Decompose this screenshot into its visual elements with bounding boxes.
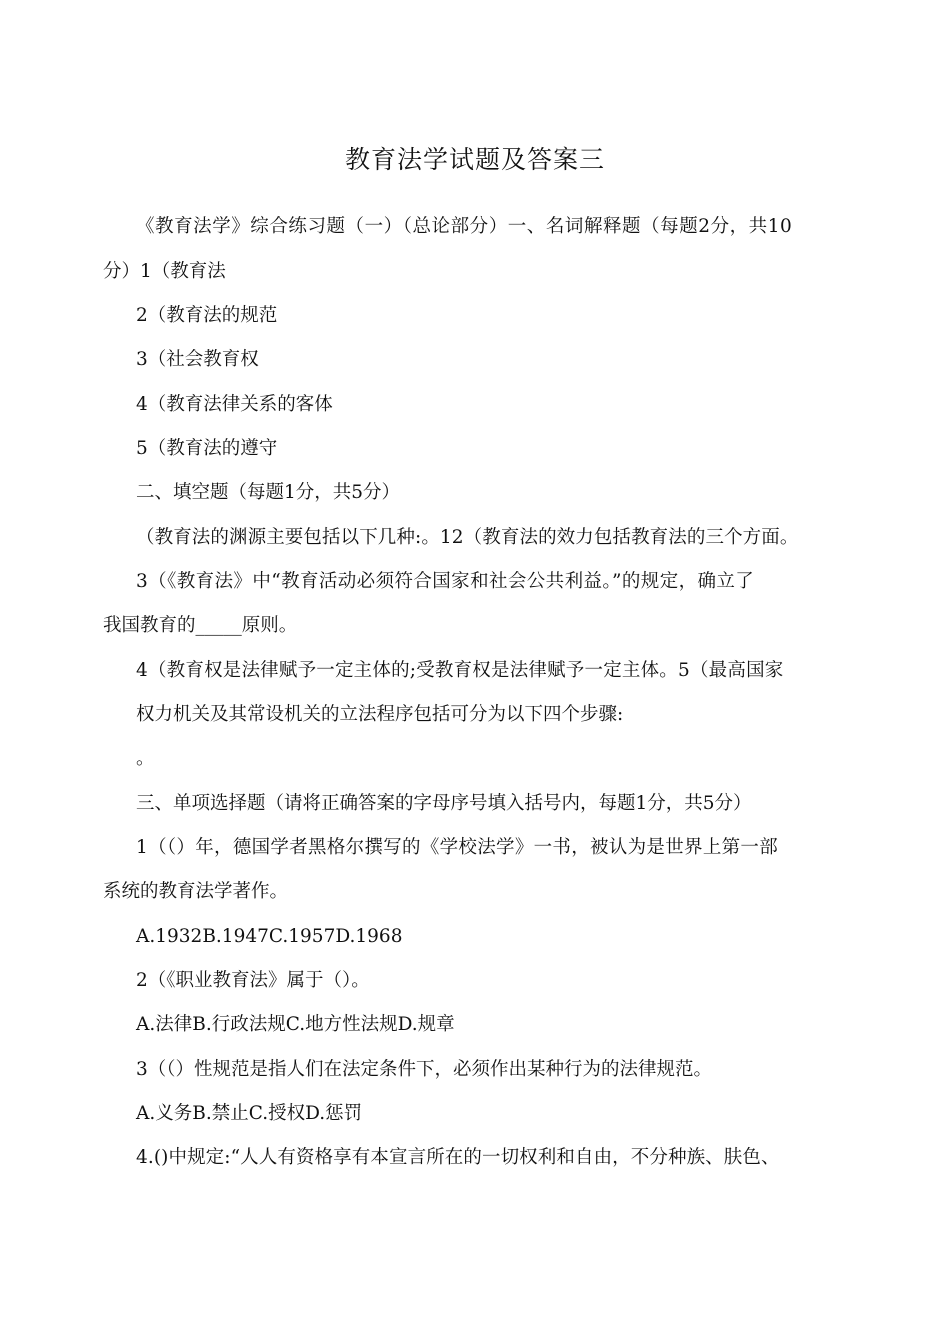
paragraph-line: 分）1（教育法 <box>103 261 226 282</box>
paragraph-line: 2（《职业教育法》属于（）。 <box>136 970 370 991</box>
paragraph-line: 二、填空题（每题1分，共5分） <box>136 482 401 503</box>
paragraph-line: 4（教育法律关系的客体 <box>136 394 333 415</box>
paragraph-line: 我国教育的_____原则。 <box>103 615 298 636</box>
paragraph-line: A.1932B.1947C.1957D.1968 <box>136 926 403 947</box>
paragraph-line: A.义务B.禁止C.授权D.惩罚 <box>136 1103 363 1124</box>
paragraph-line: 2（教育法的规范 <box>136 305 278 326</box>
paragraph-line: 3（（）性规范是指人们在法定条件下，必须作出某种行为的法律规范。 <box>136 1059 713 1080</box>
paragraph-line: 1（（）年，德国学者黑格尔撰写的《学校法学》一书，被认为是世界上第一部 <box>136 837 779 858</box>
paragraph-line: 权力机关及其常设机关的立法程序包括可分为以下四个步骤: <box>136 704 624 725</box>
paragraph-line: 三、单项选择题（请将正确答案的字母序号填入括号内，每题1分，共5分） <box>136 793 752 814</box>
paragraph-line: 系统的教育法学著作。 <box>103 881 289 902</box>
paragraph-line: 《教育法学》综合练习题（一）（总论部分）一、名词解释题（每题2分，共10 <box>136 216 793 237</box>
paragraph-line: 。 <box>136 748 155 769</box>
paragraph-line: 3（社会教育权 <box>136 349 259 370</box>
paragraph-line: 4（教育权是法律赋予一定主体的;受教育权是法律赋予一定主体。5（最高国家 <box>136 660 784 681</box>
paragraph-line: （教育法的渊源主要包括以下几种:。12（教育法的效力包括教育法的三个方面。 <box>136 527 799 548</box>
paragraph-line: A.法律B.行政法规C.地方性法规D.规章 <box>136 1014 455 1035</box>
paragraph-line: 4.()中规定:“人人有资格享有本宣言所在的一切权利和自由，不分种族、肤色、 <box>136 1147 780 1168</box>
paragraph-line: 3（《教育法》中“教育活动必须符合国家和社会公共利益。”的规定，确立了 <box>136 571 755 592</box>
document-title: 教育法学试题及答案三 <box>344 145 605 174</box>
paragraph-line: 5（教育法的遵守 <box>136 438 278 459</box>
